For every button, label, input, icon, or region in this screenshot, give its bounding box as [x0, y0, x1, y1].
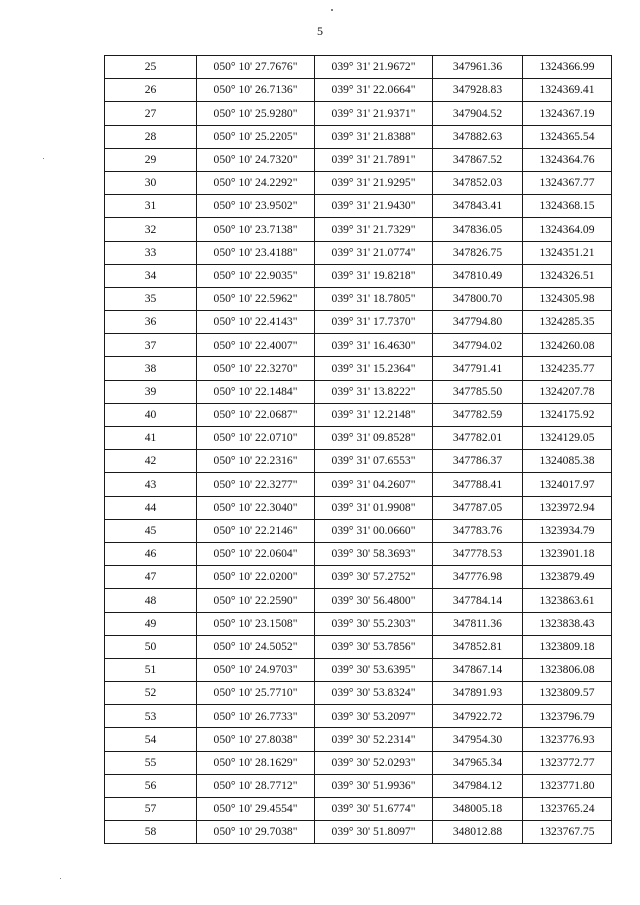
table-row — [105, 311, 612, 334]
latitude-cell: 050° 10' 24.5052" — [197, 635, 315, 658]
latitude-cell: 050° 10' 29.7038" — [197, 821, 315, 844]
latitude-cell: 050° 10' 27.8038" — [197, 728, 315, 751]
latitude-cell: 050° 10' 27.7676" — [197, 56, 315, 79]
table-row — [105, 334, 612, 357]
easting-cell: 347984.12 — [433, 774, 523, 797]
longitude-cell: 039° 30' 53.6395" — [315, 658, 433, 681]
point-number-cell: 49 — [105, 612, 197, 635]
northing-cell: 1324367.77 — [523, 171, 612, 194]
easting-cell: 348012.88 — [433, 821, 523, 844]
table-row — [105, 79, 612, 102]
point-number-cell: 40 — [105, 403, 197, 426]
latitude-cell: 050° 10' 29.4554" — [197, 798, 315, 821]
table-row — [105, 566, 612, 589]
longitude-cell: 039° 31' 07.6553" — [315, 450, 433, 473]
table-row — [105, 612, 612, 635]
longitude-cell: 039° 30' 51.9936" — [315, 774, 433, 797]
northing-cell: 1324260.08 — [523, 334, 612, 357]
easting-cell: 347782.01 — [433, 427, 523, 450]
longitude-cell: 039° 30' 51.8097" — [315, 821, 433, 844]
table-row — [105, 821, 612, 844]
longitude-cell: 039° 31' 22.0664" — [315, 79, 433, 102]
easting-cell: 347800.70 — [433, 287, 523, 310]
longitude-cell: 039° 31' 00.0660" — [315, 519, 433, 542]
table-row — [105, 751, 612, 774]
point-number-cell: 36 — [105, 311, 197, 334]
longitude-cell: 039° 30' 53.7856" — [315, 635, 433, 658]
latitude-cell: 050° 10' 26.7733" — [197, 705, 315, 728]
longitude-cell: 039° 31' 18.7805" — [315, 287, 433, 310]
point-number-cell: 56 — [105, 774, 197, 797]
easting-cell: 347922.72 — [433, 705, 523, 728]
table-row — [105, 635, 612, 658]
latitude-cell: 050° 10' 24.7320" — [197, 148, 315, 171]
northing-cell: 1323901.18 — [523, 542, 612, 565]
point-number-cell: 37 — [105, 334, 197, 357]
point-number-cell: 52 — [105, 682, 197, 705]
northing-cell: 1324129.05 — [523, 427, 612, 450]
northing-cell: 1324366.99 — [523, 56, 612, 79]
point-number-cell: 29 — [105, 148, 197, 171]
northing-cell: 1324351.21 — [523, 241, 612, 264]
latitude-cell: 050° 10' 22.2316" — [197, 450, 315, 473]
longitude-cell: 039° 31' 17.7370" — [315, 311, 433, 334]
table-row — [105, 450, 612, 473]
scan-speck — [43, 158, 44, 159]
northing-cell: 1324369.41 — [523, 79, 612, 102]
latitude-cell: 050° 10' 22.0604" — [197, 542, 315, 565]
easting-cell: 347965.34 — [433, 751, 523, 774]
longitude-cell: 039° 30' 58.3693" — [315, 542, 433, 565]
table-row — [105, 427, 612, 450]
longitude-cell: 039° 30' 56.4800" — [315, 589, 433, 612]
northing-cell: 1323838.43 — [523, 612, 612, 635]
easting-cell: 347811.36 — [433, 612, 523, 635]
northing-cell: 1324285.35 — [523, 311, 612, 334]
point-number-cell: 55 — [105, 751, 197, 774]
point-number-cell: 54 — [105, 728, 197, 751]
northing-cell: 1324368.15 — [523, 195, 612, 218]
latitude-cell: 050° 10' 22.4007" — [197, 334, 315, 357]
longitude-cell: 039° 31' 21.9295" — [315, 171, 433, 194]
latitude-cell: 050° 10' 22.2590" — [197, 589, 315, 612]
latitude-cell: 050° 10' 25.9280" — [197, 102, 315, 125]
table-row — [105, 798, 612, 821]
northing-cell: 1324175.92 — [523, 403, 612, 426]
longitude-cell: 039° 31' 21.9371" — [315, 102, 433, 125]
latitude-cell: 050° 10' 25.2205" — [197, 125, 315, 148]
point-number-cell: 38 — [105, 357, 197, 380]
easting-cell: 347785.50 — [433, 380, 523, 403]
easting-cell: 347778.53 — [433, 542, 523, 565]
table-row — [105, 403, 612, 426]
easting-cell: 347787.05 — [433, 496, 523, 519]
point-number-cell: 33 — [105, 241, 197, 264]
point-number-cell: 57 — [105, 798, 197, 821]
longitude-cell: 039° 31' 13.8222" — [315, 380, 433, 403]
northing-cell: 1323767.75 — [523, 821, 612, 844]
northing-cell: 1323776.93 — [523, 728, 612, 751]
table-row — [105, 264, 612, 287]
northing-cell: 1323972.94 — [523, 496, 612, 519]
easting-cell: 347826.75 — [433, 241, 523, 264]
latitude-cell: 050° 10' 22.3040" — [197, 496, 315, 519]
page-number: 5 — [317, 24, 323, 38]
table-row — [105, 589, 612, 612]
northing-cell: 1323863.61 — [523, 589, 612, 612]
latitude-cell: 050° 10' 22.5962" — [197, 287, 315, 310]
point-number-cell: 31 — [105, 195, 197, 218]
point-number-cell: 28 — [105, 125, 197, 148]
longitude-cell: 039° 31' 04.2607" — [315, 473, 433, 496]
point-number-cell: 58 — [105, 821, 197, 844]
easting-cell: 347954.30 — [433, 728, 523, 751]
longitude-cell: 039° 31' 16.4630" — [315, 334, 433, 357]
northing-cell: 1324364.09 — [523, 218, 612, 241]
table-row — [105, 542, 612, 565]
point-number-cell: 42 — [105, 450, 197, 473]
table-row — [105, 658, 612, 681]
longitude-cell: 039° 30' 52.0293" — [315, 751, 433, 774]
table-row — [105, 56, 612, 79]
point-number-cell: 34 — [105, 264, 197, 287]
northing-cell: 1324235.77 — [523, 357, 612, 380]
longitude-cell: 039° 30' 57.2752" — [315, 566, 433, 589]
scan-speck — [331, 9, 333, 11]
northing-cell: 1324085.38 — [523, 450, 612, 473]
point-number-cell: 27 — [105, 102, 197, 125]
longitude-cell: 039° 31' 09.8528" — [315, 427, 433, 450]
northing-cell: 1324364.76 — [523, 148, 612, 171]
point-number-cell: 32 — [105, 218, 197, 241]
easting-cell: 347776.98 — [433, 566, 523, 589]
table-row — [105, 473, 612, 496]
latitude-cell: 050° 10' 23.1508" — [197, 612, 315, 635]
table-row — [105, 380, 612, 403]
scan-speck — [60, 878, 61, 879]
northing-cell: 1323879.49 — [523, 566, 612, 589]
northing-cell: 1324326.51 — [523, 264, 612, 287]
easting-cell: 347843.41 — [433, 195, 523, 218]
easting-cell: 347852.03 — [433, 171, 523, 194]
latitude-cell: 050° 10' 23.7138" — [197, 218, 315, 241]
longitude-cell: 039° 31' 21.7891" — [315, 148, 433, 171]
longitude-cell: 039° 31' 12.2148" — [315, 403, 433, 426]
table-row — [105, 682, 612, 705]
easting-cell: 347782.59 — [433, 403, 523, 426]
point-number-cell: 26 — [105, 79, 197, 102]
latitude-cell: 050° 10' 26.7136" — [197, 79, 315, 102]
table-row — [105, 705, 612, 728]
latitude-cell: 050° 10' 22.0687" — [197, 403, 315, 426]
northing-cell: 1323771.80 — [523, 774, 612, 797]
point-number-cell: 39 — [105, 380, 197, 403]
northing-cell: 1324017.97 — [523, 473, 612, 496]
coordinates-table — [104, 55, 612, 844]
easting-cell: 347788.41 — [433, 473, 523, 496]
easting-cell: 347786.37 — [433, 450, 523, 473]
point-number-cell: 30 — [105, 171, 197, 194]
longitude-cell: 039° 31' 21.7329" — [315, 218, 433, 241]
latitude-cell: 050° 10' 28.1629" — [197, 751, 315, 774]
easting-cell: 347928.83 — [433, 79, 523, 102]
table-row — [105, 519, 612, 542]
point-number-cell: 25 — [105, 56, 197, 79]
table-row — [105, 148, 612, 171]
point-number-cell: 41 — [105, 427, 197, 450]
easting-cell: 347867.52 — [433, 148, 523, 171]
northing-cell: 1324365.54 — [523, 125, 612, 148]
northing-cell: 1324207.78 — [523, 380, 612, 403]
point-number-cell: 44 — [105, 496, 197, 519]
longitude-cell: 039° 31' 19.8218" — [315, 264, 433, 287]
table-row — [105, 195, 612, 218]
northing-cell: 1323809.18 — [523, 635, 612, 658]
longitude-cell: 039° 31' 21.8388" — [315, 125, 433, 148]
easting-cell: 347867.14 — [433, 658, 523, 681]
latitude-cell: 050° 10' 22.4143" — [197, 311, 315, 334]
northing-cell: 1323934.79 — [523, 519, 612, 542]
table-row — [105, 287, 612, 310]
longitude-cell: 039° 31' 21.9672" — [315, 56, 433, 79]
northing-cell: 1323765.24 — [523, 798, 612, 821]
easting-cell: 347904.52 — [433, 102, 523, 125]
point-number-cell: 50 — [105, 635, 197, 658]
longitude-cell: 039° 30' 53.2097" — [315, 705, 433, 728]
latitude-cell: 050° 10' 24.2292" — [197, 171, 315, 194]
easting-cell: 347783.76 — [433, 519, 523, 542]
latitude-cell: 050° 10' 23.4188" — [197, 241, 315, 264]
table-row — [105, 774, 612, 797]
latitude-cell: 050° 10' 24.9703" — [197, 658, 315, 681]
easting-cell: 347794.80 — [433, 311, 523, 334]
northing-cell: 1323806.08 — [523, 658, 612, 681]
point-number-cell: 35 — [105, 287, 197, 310]
longitude-cell: 039° 31' 01.9908" — [315, 496, 433, 519]
easting-cell: 347810.49 — [433, 264, 523, 287]
easting-cell: 347791.41 — [433, 357, 523, 380]
latitude-cell: 050° 10' 22.0200" — [197, 566, 315, 589]
latitude-cell: 050° 10' 22.9035" — [197, 264, 315, 287]
easting-cell: 347882.63 — [433, 125, 523, 148]
point-number-cell: 46 — [105, 542, 197, 565]
table-row — [105, 125, 612, 148]
coordinates-table-body — [105, 56, 612, 844]
easting-cell: 347891.93 — [433, 682, 523, 705]
point-number-cell: 48 — [105, 589, 197, 612]
table-row — [105, 357, 612, 380]
latitude-cell: 050° 10' 22.1484" — [197, 380, 315, 403]
easting-cell: 347961.36 — [433, 56, 523, 79]
easting-cell: 347852.81 — [433, 635, 523, 658]
longitude-cell: 039° 30' 55.2303" — [315, 612, 433, 635]
northing-cell: 1324305.98 — [523, 287, 612, 310]
northing-cell: 1323796.79 — [523, 705, 612, 728]
latitude-cell: 050° 10' 28.7712" — [197, 774, 315, 797]
latitude-cell: 050° 10' 23.9502" — [197, 195, 315, 218]
longitude-cell: 039° 31' 21.9430" — [315, 195, 433, 218]
longitude-cell: 039° 30' 51.6774" — [315, 798, 433, 821]
latitude-cell: 050° 10' 22.2146" — [197, 519, 315, 542]
latitude-cell: 050° 10' 22.0710" — [197, 427, 315, 450]
table-row — [105, 241, 612, 264]
point-number-cell: 53 — [105, 705, 197, 728]
table-row — [105, 728, 612, 751]
northing-cell: 1323809.57 — [523, 682, 612, 705]
point-number-cell: 47 — [105, 566, 197, 589]
easting-cell: 348005.18 — [433, 798, 523, 821]
longitude-cell: 039° 30' 53.8324" — [315, 682, 433, 705]
easting-cell: 347784.14 — [433, 589, 523, 612]
point-number-cell: 43 — [105, 473, 197, 496]
easting-cell: 347794.02 — [433, 334, 523, 357]
latitude-cell: 050° 10' 22.3270" — [197, 357, 315, 380]
table-row — [105, 218, 612, 241]
table-row — [105, 496, 612, 519]
table-row — [105, 171, 612, 194]
longitude-cell: 039° 31' 15.2364" — [315, 357, 433, 380]
northing-cell: 1324367.19 — [523, 102, 612, 125]
point-number-cell: 45 — [105, 519, 197, 542]
latitude-cell: 050° 10' 22.3277" — [197, 473, 315, 496]
easting-cell: 347836.05 — [433, 218, 523, 241]
latitude-cell: 050° 10' 25.7710" — [197, 682, 315, 705]
northing-cell: 1323772.77 — [523, 751, 612, 774]
table-row — [105, 102, 612, 125]
longitude-cell: 039° 31' 21.0774" — [315, 241, 433, 264]
longitude-cell: 039° 30' 52.2314" — [315, 728, 433, 751]
point-number-cell: 51 — [105, 658, 197, 681]
